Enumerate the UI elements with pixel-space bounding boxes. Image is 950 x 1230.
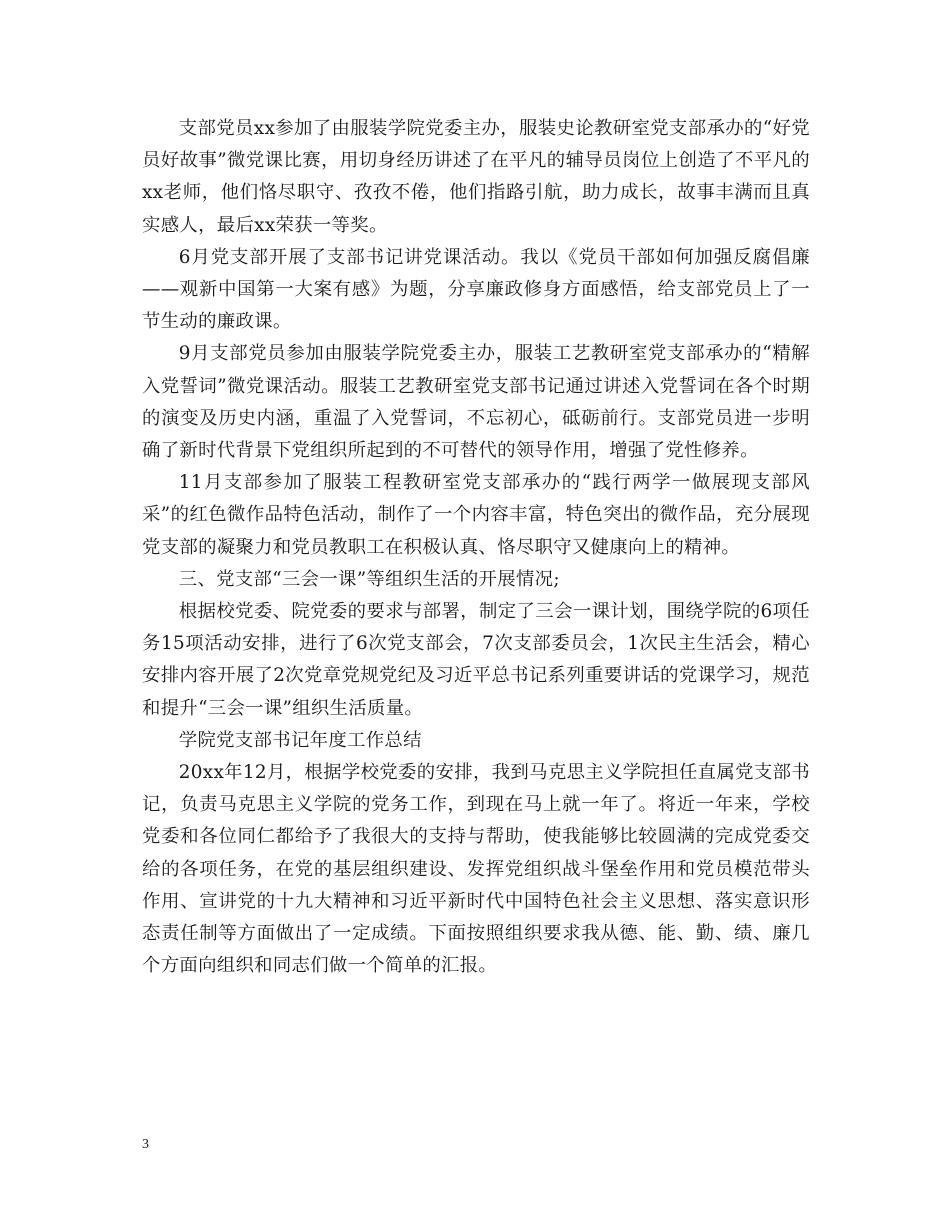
paragraph-annual-summary: 20xx年12月，根据学校党委的安排，我到马克思主义学院担任直属党支部书记，负责马克思主义学院的党务工作，到现在马上就一年了。将近一年来，学校党委和各位同仁都给予了我很大的支持与帮助，使我能够比较圆满的完成党委交给的各项任务，在党的基层组织建设、发挥党组织战斗堡垒作用和党员模范带头作用、宣讲党的十九大精神和习近平新时代中国特色社会主义思想、落实意识形态责任制等方面做出了一定成绩。下面按照组织要求我从德、能、勤、绩、廉几个方面向组织和同志们做一个简单的汇报。 <box>142 762 810 977</box>
section-heading-three-meetings: 三、党支部“三会一课”等组织生活的开展情况; <box>178 568 560 590</box>
paragraph-meeting-plan: 根据校党委、院党委的要求与部署，制定了三会一课计划，围绕学院的6项任务15项活动安排，进行了6次党支部会，7次支部委员会，1次民主生活会，精心安排内容开展了2次党章党规党纪及习近平总书记系列重要讲话的党课学习，规范和提升“三会一课”组织生活质量。 <box>142 601 810 719</box>
paragraph-micro-lecture-contest: 支部党员xx参加了由服装学院党委主办，服装史论教研室党支部承办的“好党员好故事”微党课比赛，用切身经历讲述了在平凡的辅导员岗位上创造了不平凡的xx老师，他们恪尽职守、孜孜不倦，他们指路引航，助力成长，故事丰满而且真实感人，最后xx荣获一等奖。 <box>142 118 810 236</box>
page-number: 3 <box>142 1137 149 1152</box>
body-text <box>142 113 810 982</box>
paragraph-june-lecture: 6月党支部开展了支部书记讲党课活动。我以《党员干部如何加强反腐倡廉——观新中国第一大案有感》为题，分享廉政修身方面感悟，给支部党员上了一节生动的廉政课。 <box>142 246 810 333</box>
document-subtitle: 学院党支部书记年度工作总结 <box>178 729 422 751</box>
paragraph-september-oath: 9月支部党员参加由服装学院党委主办，服装工艺教研室党支部承办的“精解入党誓词”微党课活动。服装工艺教研室党支部书记通过讲述入党誓词在各个时期的演变及历史内涵，重温了入党誓词，不忘初心，砥砺前行。支部党员进一步明确了新时代背景下党组织所起到的不可替代的领导作用，增强了党性修养。 <box>142 343 810 462</box>
paragraph-november-activity: 11月支部参加了服装工程教研室党支部承办的“践行两学一做展现支部风采”的红色微作品特色活动，制作了一个内容丰富，特色突出的微作品，充分展现党支部的凝聚力和党员教职工在积极认真、恪尽职守又健康向上的精神。 <box>142 472 810 558</box>
